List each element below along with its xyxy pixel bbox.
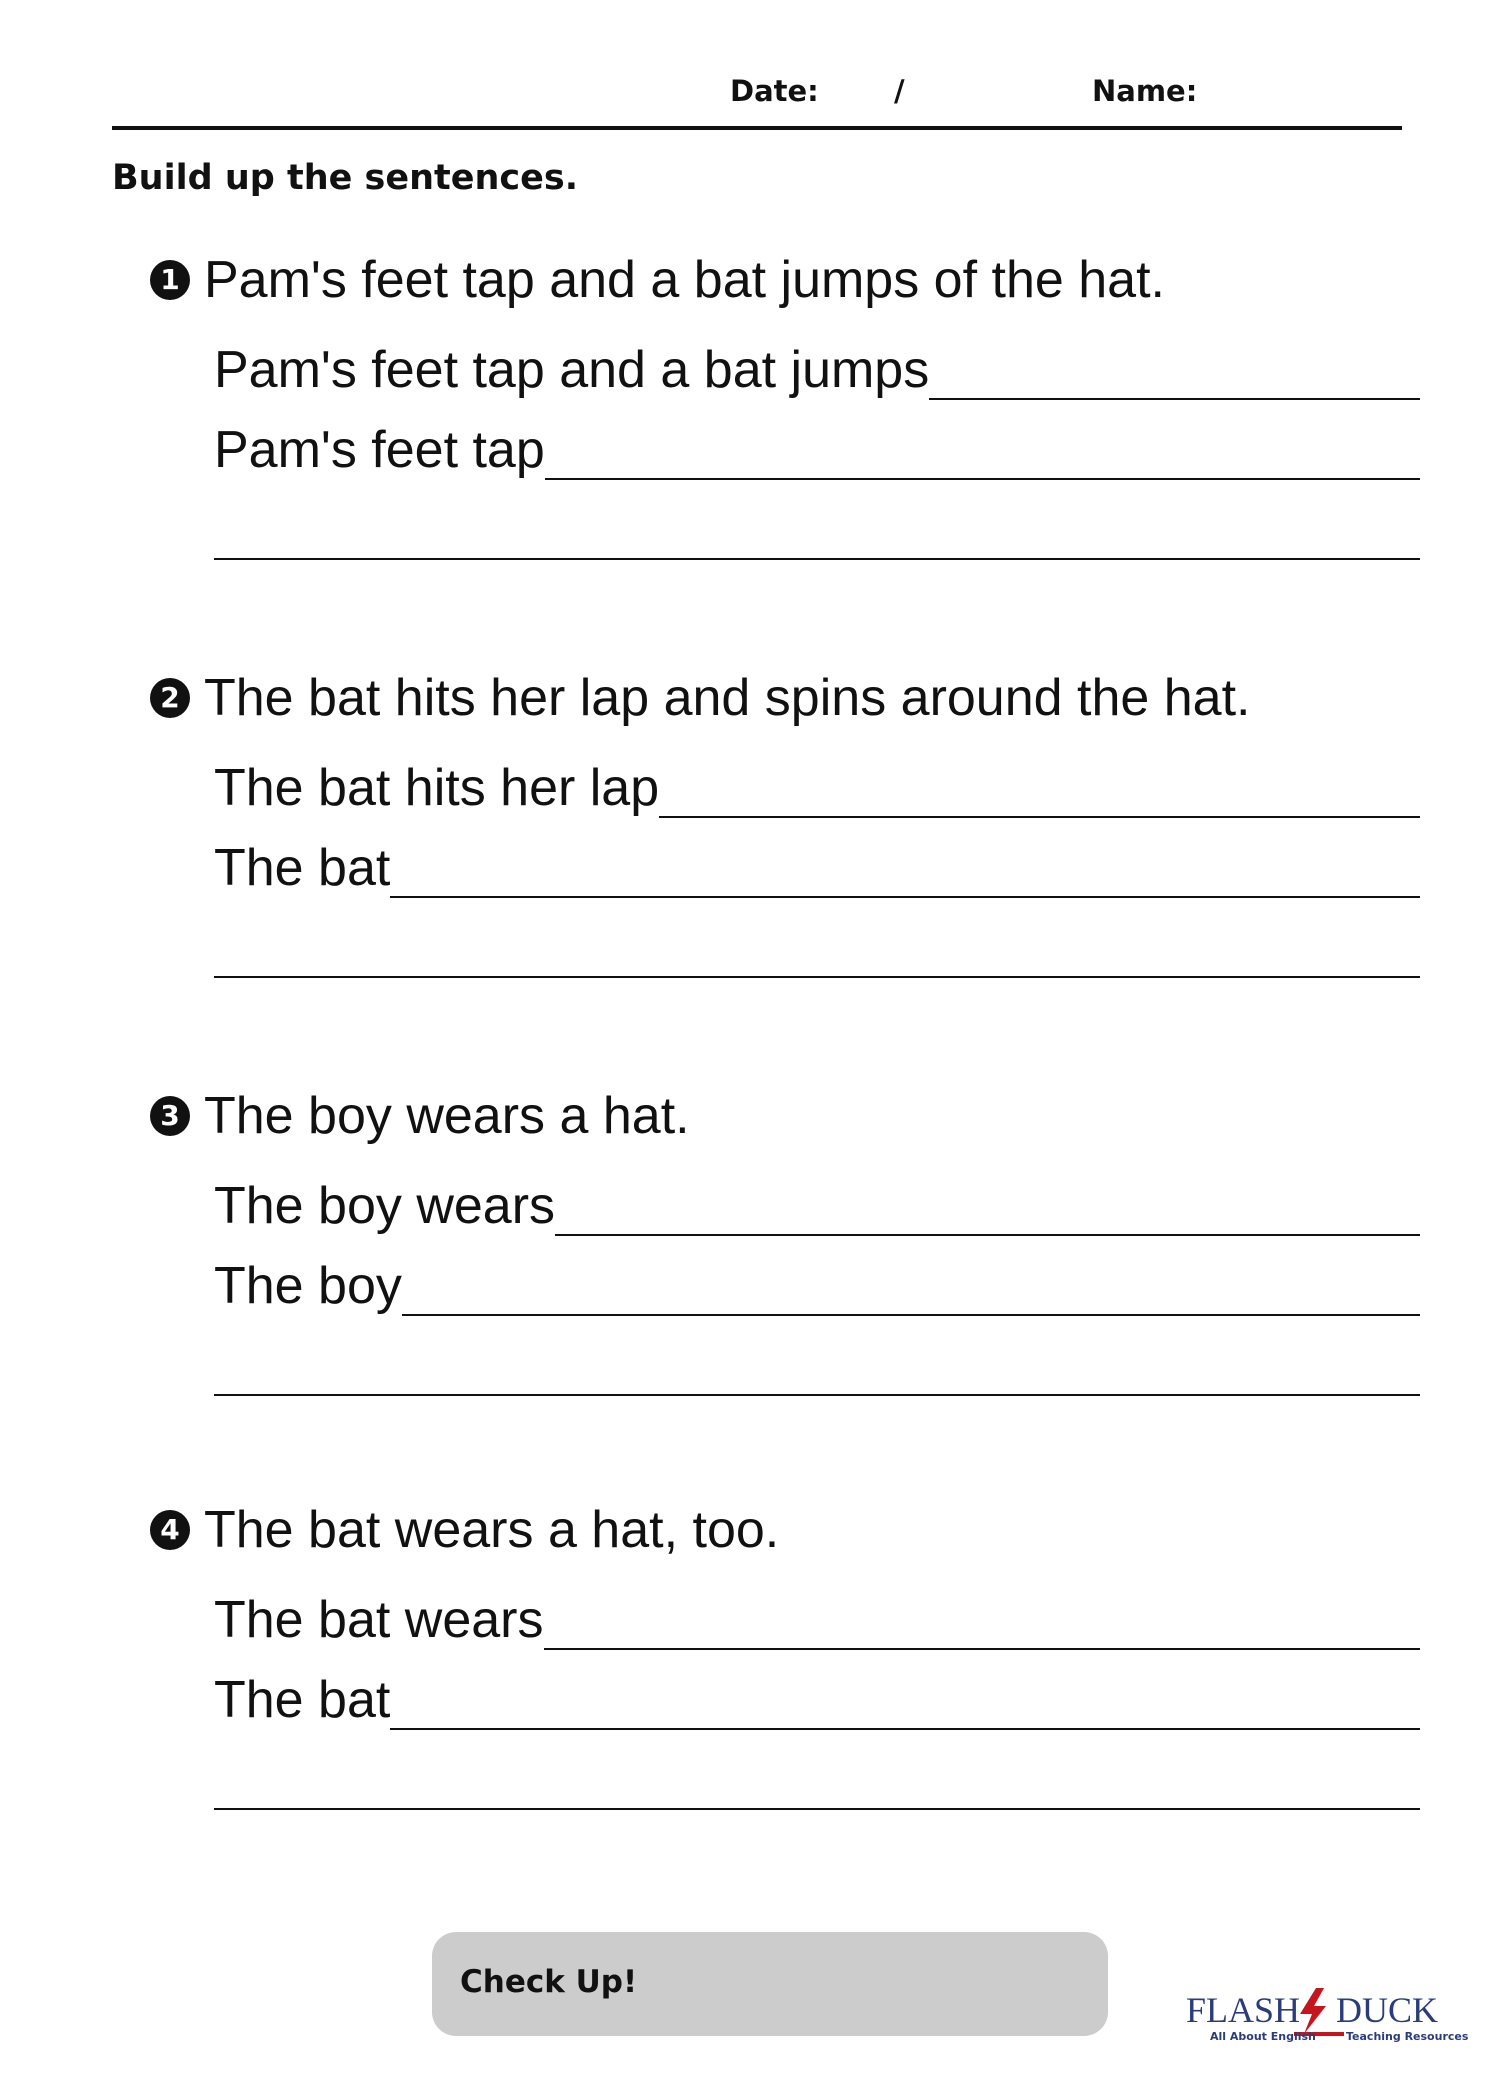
- step1-stem: The bat hits her lap: [214, 759, 660, 817]
- sentence-text: The bat hits her lap and spins around the hat.: [204, 669, 1251, 727]
- date-separator: /: [894, 74, 905, 108]
- logo-brand-left: FLASH: [1186, 1990, 1301, 2030]
- step1-answer-line[interactable]: [929, 338, 1420, 400]
- step1-stem: The boy wears: [214, 1177, 556, 1235]
- step1-stem: The bat wears: [214, 1591, 544, 1649]
- logo-brand-right: DUCK: [1336, 1990, 1439, 2030]
- header-rule: [112, 126, 1402, 130]
- full-answer-line[interactable]: [214, 976, 1420, 978]
- sentence-text: Pam's feet tap and a bat jumps of the hat.: [204, 251, 1165, 309]
- step1-answer-line[interactable]: [659, 756, 1420, 818]
- step2-stem: The boy: [214, 1257, 402, 1315]
- exercise-1: [150, 240, 1420, 560]
- logo-tagline-right: Teaching Resources: [1346, 2030, 1469, 2043]
- check-up-box: [432, 1932, 1108, 2036]
- name-label: Name:: [1092, 74, 1198, 108]
- full-answer-line[interactable]: [214, 558, 1420, 560]
- full-answer-line[interactable]: [214, 1394, 1420, 1396]
- number-badge: 2: [150, 678, 190, 718]
- step1-answer-line[interactable]: [544, 1588, 1421, 1650]
- exercise-4: [150, 1490, 1420, 1810]
- flash-duck-logo: [1186, 1984, 1486, 2044]
- exercise-sentence: [150, 1490, 779, 1570]
- step2-stem: The bat: [214, 1671, 391, 1729]
- step2-stem: The bat: [214, 839, 391, 897]
- sentence-text: The boy wears a hat.: [204, 1087, 690, 1145]
- exercise-3: [150, 1076, 1420, 1396]
- full-answer-line[interactable]: [214, 1808, 1420, 1810]
- number-badge: 4: [150, 1510, 190, 1550]
- number-badge: 3: [150, 1096, 190, 1136]
- logo-tagline-left: All About English: [1210, 2030, 1316, 2043]
- exercise-2: [150, 658, 1420, 978]
- step2-stem: Pam's feet tap: [214, 421, 545, 479]
- number-badge: 1: [150, 260, 190, 300]
- exercise-sentence: [150, 1076, 690, 1156]
- check-up-label: Check Up!: [460, 1964, 638, 2000]
- exercise-sentence: [150, 240, 1165, 320]
- sentence-text: The bat wears a hat, too.: [204, 1501, 780, 1559]
- step2-answer-line[interactable]: [545, 418, 1420, 480]
- step1-answer-line[interactable]: [555, 1174, 1420, 1236]
- lightning-bolt-icon: [1300, 1988, 1326, 2034]
- step2-answer-line[interactable]: [390, 1668, 1420, 1730]
- step1-stem: Pam's feet tap and a bat jumps: [214, 341, 930, 399]
- step2-answer-line[interactable]: [402, 1254, 1420, 1316]
- date-label: Date:: [730, 74, 819, 108]
- step2-answer-line[interactable]: [390, 836, 1420, 898]
- exercise-sentence: [150, 658, 1250, 738]
- instruction: Build up the sentences.: [112, 158, 579, 198]
